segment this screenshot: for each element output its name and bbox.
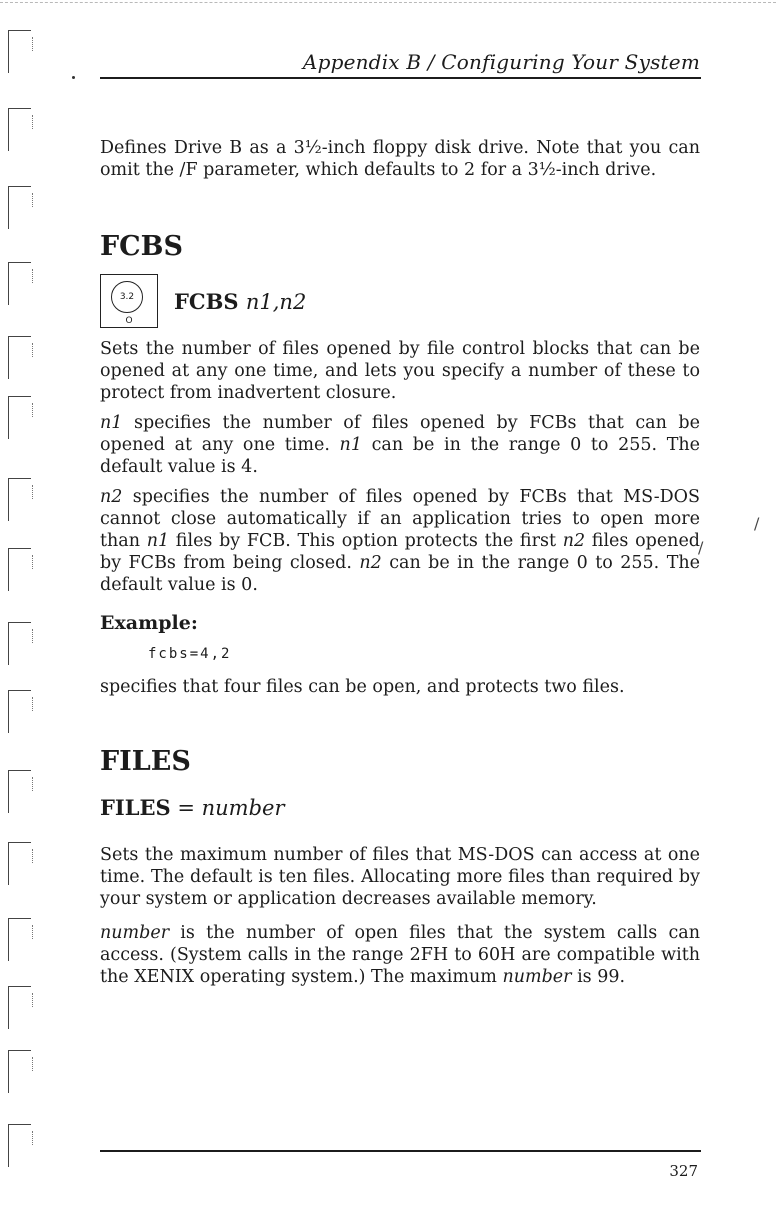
binding-hole — [8, 186, 31, 229]
fcbs-heading: FCBS — [100, 231, 183, 262]
param-text: is 99. — [571, 967, 626, 987]
binding-hole — [8, 622, 31, 665]
version-mode: O — [125, 316, 133, 326]
binding-hole — [8, 1124, 31, 1167]
edge-mark: / — [698, 538, 704, 557]
param-text: can be in the range 0 to 255. The default value is 4. — [100, 435, 700, 477]
binding-hole — [8, 478, 31, 521]
param-text: files by FCB. This option protects the first — [169, 531, 563, 551]
version-number: 3.2 — [111, 281, 143, 313]
binding-hole — [8, 918, 31, 961]
param-term: n2 — [100, 487, 123, 507]
files-description: Sets the maximum number of files that MS-DOS can access at one time. The default is ten files. Allocating more files than required by your system or application decreases available memory. — [100, 845, 700, 909]
fcbs-syntax — [100, 274, 700, 328]
param-text: is the number of open files that the system calls can access. (System calls in the range 2FH to 60H are compatible with the XENIX operating system.) The maximum — [100, 923, 700, 987]
binding-hole — [8, 30, 31, 73]
binding-hole — [8, 986, 31, 1029]
edge-mark: / — [754, 514, 760, 533]
example-code: fcbs=4,2 — [148, 646, 232, 662]
footer-rule — [100, 1150, 701, 1152]
binding-hole — [8, 842, 31, 885]
binding-hole — [8, 262, 31, 305]
running-header: Appendix B / Configuring Your System — [302, 50, 700, 74]
binding-hole — [8, 770, 31, 813]
number-paragraph — [100, 922, 700, 988]
files-heading: FILES — [100, 746, 191, 777]
binding-hole — [8, 396, 31, 439]
binding-hole — [8, 548, 31, 591]
param-term: number — [502, 967, 572, 987]
fcbs-description: Sets the number of files opened by file control blocks that can be opened at any one time, and lets you specify a number of these to protect from inadvertent closure. — [100, 339, 700, 403]
page-number: 327 — [669, 1162, 698, 1180]
example-heading: Example: — [100, 612, 198, 634]
param-text: files opened by FCBs from being closed. — [100, 531, 701, 573]
param-text: can be in the range 0 to 255. The default value is 0. — [100, 553, 700, 595]
param-term: n2 — [359, 553, 382, 573]
param-text: specifies the number of files opened by FCBs that can be opened at any one time. — [100, 413, 700, 455]
param-term: n2 — [562, 531, 586, 551]
binding-hole — [8, 108, 31, 151]
fcbs-syntax-text — [174, 289, 306, 314]
syntax-params: n1,n2 — [245, 289, 307, 314]
param-term: n1 — [146, 531, 170, 551]
scan-edge-top — [0, 2, 776, 3]
param-term: number — [100, 923, 170, 943]
param-term: n1 — [100, 413, 123, 433]
scan-speck — [72, 76, 75, 79]
binding-hole — [8, 690, 31, 733]
version-badge-icon — [100, 274, 158, 328]
header-rule — [100, 77, 701, 79]
binding-holes — [0, 0, 60, 1218]
binding-hole — [8, 1050, 31, 1093]
n1-paragraph — [100, 412, 700, 478]
intro-paragraph: Defines Drive B as a 3½-inch floppy disk drive. Note that you can omit the /F parameter, which defaults to 2 for a 3½-inch drive. — [100, 138, 700, 180]
syntax-equals: = — [170, 796, 202, 820]
n2-paragraph — [100, 486, 700, 596]
param-text: specifies the number of files opened by FCBs that MS-DOS cannot close automatically if an application tries to open more than — [100, 487, 700, 551]
syntax-command: FILES — [100, 795, 171, 820]
example-explanation: specifies that four files can be open, and protects two files. — [100, 677, 625, 697]
binding-hole — [8, 336, 31, 379]
param-term: n1 — [339, 435, 362, 455]
syntax-param: number — [201, 796, 285, 820]
syntax-command: FCBS — [174, 288, 239, 314]
page-body — [100, 137, 700, 996]
files-syntax — [100, 795, 700, 820]
